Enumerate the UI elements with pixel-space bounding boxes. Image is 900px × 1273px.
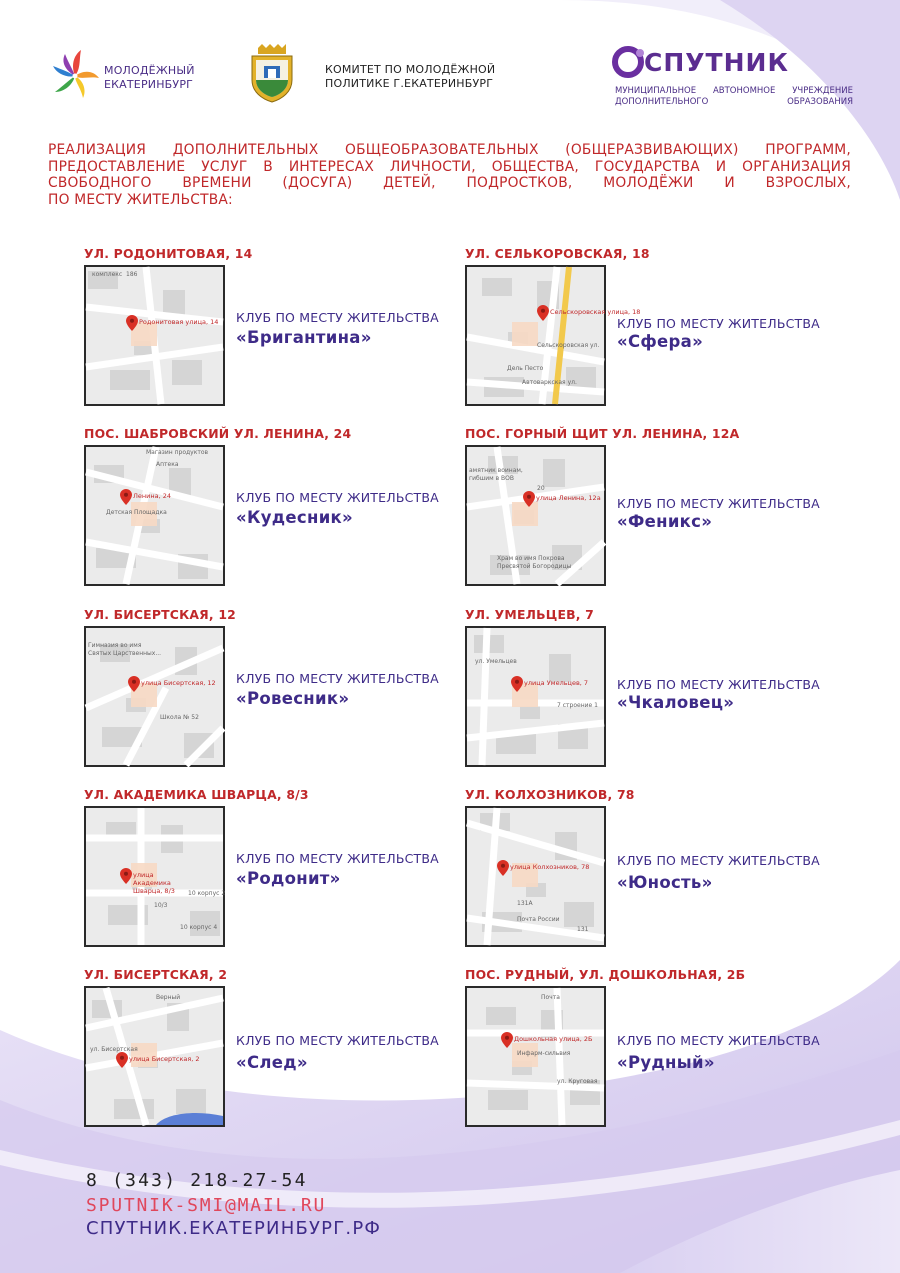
- club-name: «Рудный»: [617, 1053, 715, 1072]
- committee-line-1: КОМИТЕТ ПО МОЛОДЁЖНОЙ: [325, 63, 496, 76]
- map-label: Гимназия во имя: [88, 642, 142, 649]
- map-pin-icon: [537, 305, 549, 321]
- coat-of-arms-icon: [250, 44, 294, 102]
- sputnik-sub-line-1: МУНИЦИПАЛЬНОЕ АВТОНОМНОЕ УЧРЕЖДЕНИЕ: [615, 86, 853, 96]
- map-label: ул. Бисертская: [90, 1046, 138, 1053]
- map-label: Сельскоровская ул.: [537, 342, 600, 349]
- map-label: 7 строение 1: [557, 702, 598, 709]
- map-pin-label: улица Умельцев, 7: [524, 679, 589, 687]
- club-kind-label: КЛУБ ПО МЕСТУ ЖИТЕЛЬСТВА: [617, 496, 820, 511]
- club-address: ПОС. ШАБРОВСКИЙ УЛ. ЛЕНИНА, 24: [84, 426, 352, 441]
- map-pin-label: улица Бисертская, 2: [129, 1055, 200, 1063]
- club-name: «Юность»: [617, 873, 713, 892]
- map-pin-label: Родонитовая улица, 14: [139, 318, 219, 326]
- club-kind-label: КЛУБ ПО МЕСТУ ЖИТЕЛЬСТВА: [617, 1033, 820, 1048]
- club-address: УЛ. СЕЛЬКОРОВСКАЯ, 18: [465, 246, 650, 261]
- footer-email[interactable]: SPUTNIK-SMI@MAIL.RU: [86, 1195, 327, 1216]
- club-name: «Ровесник»: [236, 689, 350, 708]
- map-label: Школа № 52: [160, 714, 199, 721]
- map-pin-icon: [501, 1032, 513, 1048]
- club-card: [465, 967, 865, 1132]
- club-address: УЛ. БИСЕРТСКАЯ, 2: [84, 967, 228, 982]
- map-pin-label: Дошкольная улица, 2Б: [514, 1035, 593, 1043]
- club-kind-label: КЛУБ ПО МЕСТУ ЖИТЕЛЬСТВА: [236, 490, 439, 505]
- club-address: УЛ. АКАДЕМИКА ШВАРЦА, 8/3: [84, 787, 309, 802]
- map-label: 10 корпус 4: [180, 924, 218, 931]
- sputnik-subtitle: [615, 86, 853, 108]
- map-pin-icon: [126, 315, 138, 331]
- map-pin-icon: [116, 1052, 128, 1068]
- map-label: Детская Площадка: [106, 509, 167, 516]
- map-pin-label: улица Академика Шварца, 8/3: [133, 871, 175, 895]
- intro-paragraph: [48, 142, 851, 208]
- map-pin-icon: [120, 489, 132, 505]
- club-kind-label: КЛУБ ПО МЕСТУ ЖИТЕЛЬСТВА: [236, 310, 439, 325]
- map-label: Почта: [541, 994, 560, 1001]
- club-card: [84, 607, 484, 772]
- sputnik-ring-icon: [610, 44, 646, 80]
- intro-line: РЕАЛИЗАЦИЯ ДОПОЛНИТЕЛЬНЫХ ОБЩЕОБРАЗОВАТЕЛЬНЫХ (ОБЩЕРАЗВИВАЮЩИХ) ПРОГРАММ,: [48, 142, 851, 158]
- club-map[interactable]: [465, 806, 606, 947]
- club-map[interactable]: [465, 626, 606, 767]
- map-background: [467, 628, 604, 765]
- club-address: УЛ. РОДОНИТОВАЯ, 14: [84, 246, 253, 261]
- intro-line: СВОБОДНОГО ВРЕМЕНИ (ДОСУГА) ДЕТЕЙ, ПОДРОСТКОВ, МОЛОДЁЖИ И ВЗРОСЛЫХ,: [48, 175, 851, 191]
- map-label: 186: [126, 271, 138, 278]
- pinwheel-logo-icon: [50, 48, 100, 104]
- club-card: [465, 246, 865, 411]
- club-name: «Сфера»: [617, 332, 704, 351]
- map-label: Инфарм-сильвия: [517, 1050, 571, 1057]
- club-name: «Феникс»: [617, 512, 713, 531]
- club-card: [465, 426, 865, 591]
- map-label: 10 корпус 2: [188, 890, 226, 897]
- logo-sputnik: [610, 42, 855, 114]
- map-pin-label: Ленина, 24: [133, 492, 171, 500]
- club-name: «Кудесник»: [236, 508, 354, 527]
- map-label: 131: [577, 926, 589, 933]
- logo-left-line-1: МОЛОДЁЖНЫЙ: [104, 64, 195, 77]
- map-pin-icon: [523, 491, 535, 507]
- committee-line-2: ПОЛИТИКЕ Г.ЕКАТЕРИНБУРГ: [325, 77, 494, 90]
- club-map[interactable]: [84, 265, 225, 406]
- map-pin-label: Сельскоровская улица, 18: [550, 308, 641, 316]
- club-map[interactable]: [465, 986, 606, 1127]
- logo-left-line-2: ЕКАТЕРИНБУРГ: [104, 78, 194, 91]
- club-map[interactable]: [465, 445, 606, 586]
- club-map[interactable]: [84, 626, 225, 767]
- club-map[interactable]: [84, 806, 225, 947]
- map-label: амятник воинам,: [469, 467, 523, 474]
- map-label: Храм во имя Покрова: [497, 555, 565, 562]
- club-card: [465, 607, 865, 772]
- map-pin-label: улица Бисертская, 12: [141, 679, 216, 687]
- club-card: [84, 967, 484, 1132]
- map-background: [86, 267, 223, 404]
- map-label: комплекс: [92, 271, 123, 278]
- sputnik-name: СПУТНИК: [644, 48, 789, 77]
- club-card: [84, 246, 484, 411]
- club-kind-label: КЛУБ ПО МЕСТУ ЖИТЕЛЬСТВА: [236, 851, 439, 866]
- club-address: УЛ. КОЛХОЗНИКОВ, 78: [465, 787, 635, 802]
- map-label: Почта России: [517, 916, 560, 923]
- map-label: ул. Круговая: [557, 1078, 598, 1085]
- club-card: [84, 787, 484, 952]
- map-label: Автоваркская ул.: [522, 379, 577, 386]
- club-kind-label: КЛУБ ПО МЕСТУ ЖИТЕЛЬСТВА: [617, 677, 820, 692]
- club-kind-label: КЛУБ ПО МЕСТУ ЖИТЕЛЬСТВА: [236, 1033, 439, 1048]
- map-background: [467, 808, 604, 945]
- map-label: 20: [537, 485, 545, 492]
- club-card: [465, 787, 865, 952]
- map-label: Пресвятой Богородицы: [497, 563, 572, 570]
- map-pin-icon: [128, 676, 140, 692]
- club-map[interactable]: [84, 445, 225, 586]
- map-label: 131А: [517, 900, 533, 907]
- club-kind-label: КЛУБ ПО МЕСТУ ЖИТЕЛЬСТВА: [236, 671, 439, 686]
- club-card: [84, 426, 484, 591]
- club-name: «Бригантина»: [236, 328, 372, 347]
- map-pin-icon: [497, 860, 509, 876]
- logo-molodezhny-ekaterinburg: [50, 46, 210, 106]
- club-address: ПОС. РУДНЫЙ, УЛ. ДОШКОЛЬНАЯ, 2Б: [465, 967, 746, 982]
- map-label: Верный: [156, 994, 181, 1001]
- map-label: 10/3: [154, 902, 168, 909]
- intro-line: ПО МЕСТУ ЖИТЕЛЬСТВА:: [48, 191, 233, 208]
- map-label: ул. Умельцев: [475, 658, 517, 665]
- club-kind-label: КЛУБ ПО МЕСТУ ЖИТЕЛЬСТВА: [617, 316, 820, 331]
- club-map[interactable]: [465, 265, 641, 406]
- club-name: «След»: [236, 1053, 308, 1072]
- map-label: Святых Царственных...: [88, 650, 162, 657]
- logo-committee: [250, 44, 510, 104]
- intro-line: ПРЕДОСТАВЛЕНИЕ УСЛУГ В ИНТЕРЕСАХ ЛИЧНОСТИ, ОБЩЕСТВА, ГОСУДАРСТВА И ОРГАНИЗАЦИЯ: [48, 158, 851, 175]
- club-map[interactable]: [84, 986, 225, 1127]
- map-pin-label: улица Колхозников, 78: [510, 863, 590, 871]
- map-pin-label: улица Ленина, 12а: [536, 494, 601, 502]
- map-pin-icon: [511, 676, 523, 692]
- map-pin-icon: [120, 868, 132, 884]
- sputnik-sub-line-2: ДОПОЛНИТЕЛЬНОГО ОБРАЗОВАНИЯ: [615, 97, 853, 107]
- footer-phone[interactable]: 8 (343) 218-27-54: [86, 1170, 308, 1191]
- club-name: «Чкаловец»: [617, 693, 735, 712]
- logo-committee-text: [325, 63, 495, 91]
- club-address: УЛ. УМЕЛЬЦЕВ, 7: [465, 607, 594, 622]
- club-address: УЛ. БИСЕРТСКАЯ, 12: [84, 607, 236, 622]
- map-label: Аптека: [156, 461, 179, 468]
- map-label: Дель Песто: [507, 365, 544, 372]
- map-label: гибшим в ВОВ: [469, 475, 514, 482]
- club-name: «Родонит»: [236, 869, 341, 888]
- club-address: ПОС. ГОРНЫЙ ЩИТ УЛ. ЛЕНИНА, 12А: [465, 426, 740, 441]
- club-kind-label: КЛУБ ПО МЕСТУ ЖИТЕЛЬСТВА: [617, 853, 820, 868]
- logo-left-text: [104, 64, 195, 92]
- footer-site[interactable]: СПУТНИК.ЕКАТЕРИНБУРГ.РФ: [86, 1218, 382, 1239]
- map-label: Магазин продуктов: [146, 449, 209, 456]
